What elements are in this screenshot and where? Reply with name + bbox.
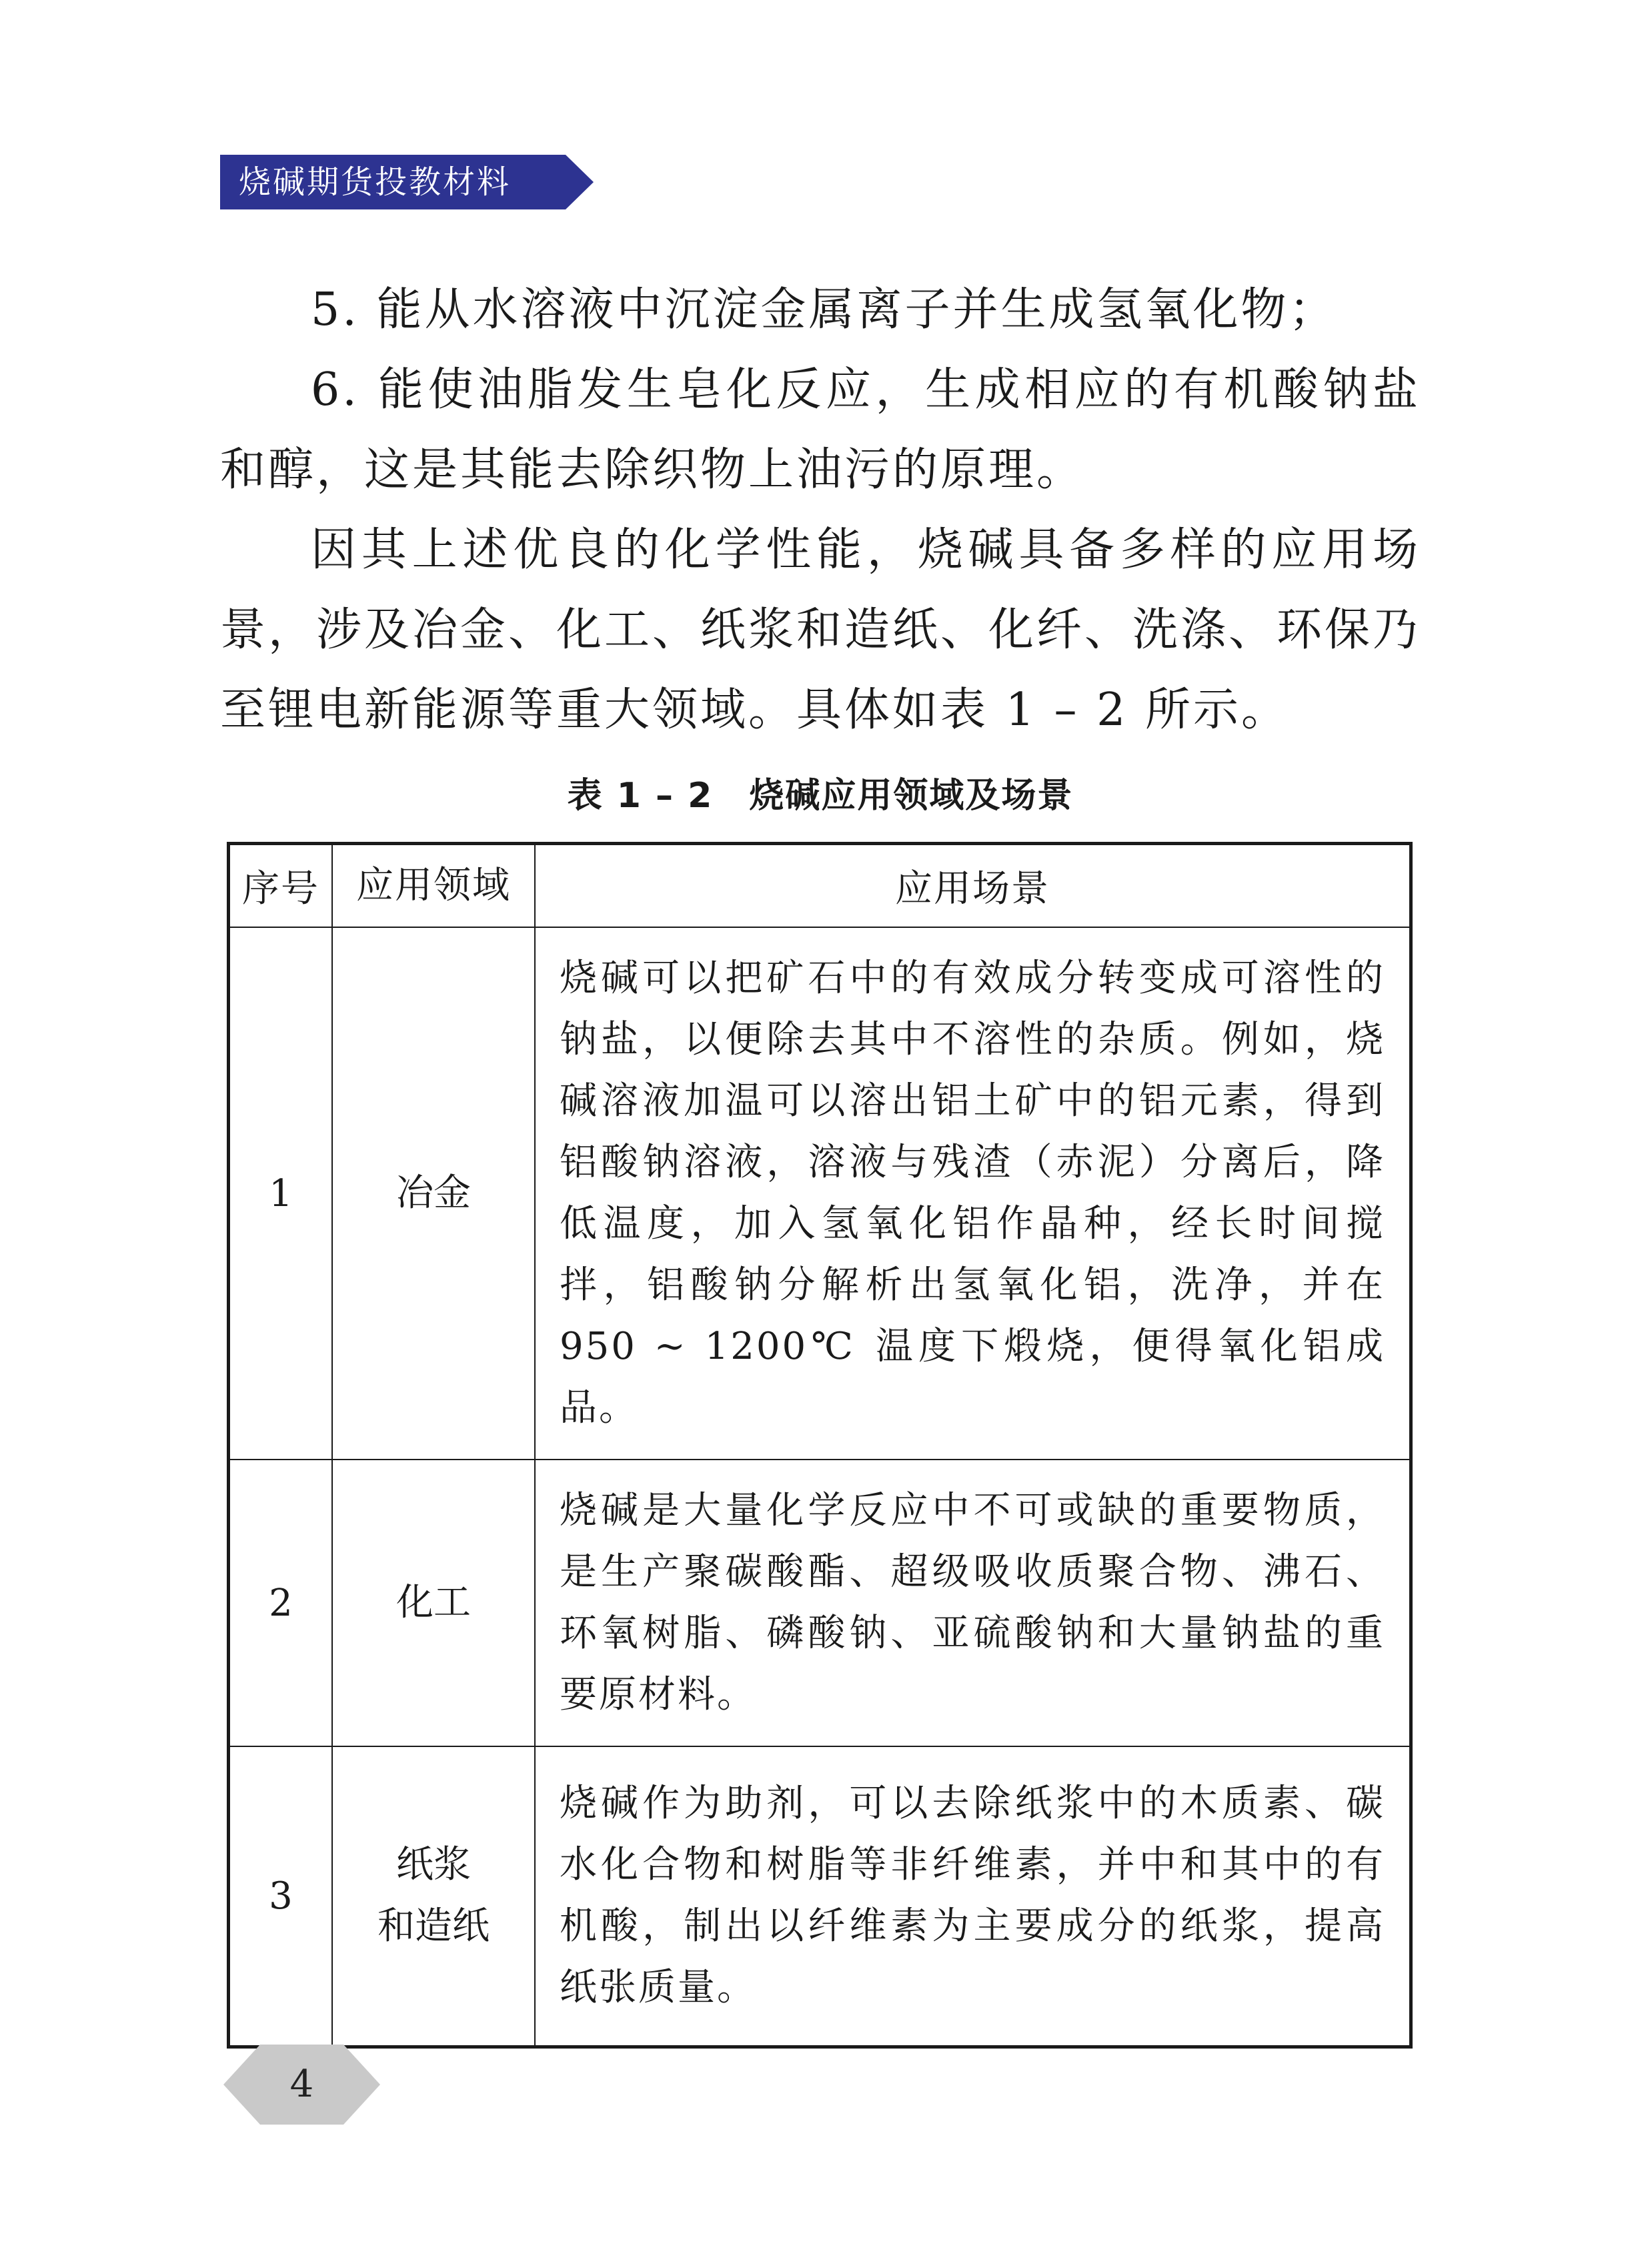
- page-number: 4: [289, 2063, 314, 2106]
- paragraph-6: 6. 能使油脂发生皂化反应，生成相应的有机酸钠盐和醇，这是其能去除织物上油污的原理。: [220, 364, 1421, 496]
- table-caption: 表 1 – 2 烧碱应用领域及场景: [567, 776, 1074, 816]
- paragraph-5: 5. 能从水溶液中沉淀金属离子并生成氢氧化物；: [311, 284, 1337, 336]
- page-badge: [223, 2045, 380, 2125]
- table-row: [229, 1746, 1411, 2047]
- row-field: 冶金: [332, 927, 535, 1460]
- body-text: [220, 270, 1421, 750]
- row-scene: 烧碱是大量化学反应中不可或缺的重要物质，是生产聚碳酸酯、超级吸收质聚合物、沸石、环氧树脂、磷酸钠、亚硫酸钠和大量钠盐的重要原材料。: [535, 1460, 1411, 1746]
- applications-table: [227, 842, 1413, 2049]
- row-field-line-1: 纸浆: [396, 1843, 471, 1887]
- row-scene: 烧碱可以把矿石中的有效成分转变成可溶性的钠盐，以便除去其中不溶性的杂质。例如，烧碱溶液加温可以溶出铝土矿中的铝元素，得到铝酸钠溶液，溶液与残渣（赤泥）分离后，降低温度，加入氢氧化铝作晶种，经长时间搅拌，铝酸钠分解析出氢氧化铝，洗净，并在 950 ~ 1200℃ 温度下煅烧，便得氧化铝成品。: [535, 927, 1411, 1460]
- table-row: [229, 1460, 1411, 1746]
- row-field: [332, 1746, 535, 2047]
- row-field: 化工: [332, 1460, 535, 1746]
- table-row: [229, 927, 1411, 1460]
- row-scene: 烧碱作为助剂，可以去除纸浆中的木质素、碳水化合物和树脂等非纤维素，并中和其中的有机酸，制出以纤维素为主要成分的纸浆，提高纸张质量。: [535, 1746, 1411, 2047]
- header-field: 应用领域: [332, 844, 535, 928]
- row-number: 1: [229, 927, 333, 1460]
- row-number: 3: [229, 1746, 333, 2047]
- row-field-line-2: 和造纸: [377, 1904, 490, 1948]
- row-number: 2: [229, 1460, 333, 1746]
- header-title: 烧碱期货投教材料: [239, 163, 512, 201]
- table-header-row: [229, 844, 1411, 928]
- header-scene: 应用场景: [535, 844, 1411, 928]
- paragraph-applications: 因其上述优良的化学性能，烧碱具备多样的应用场景，涉及冶金、化工、纸浆和造纸、化纤、洗涤、环保乃至锂电新能源等重大领域。具体如表 1 – 2 所示。: [220, 524, 1421, 736]
- header-banner: [220, 155, 594, 209]
- header-no: 序号: [229, 844, 333, 928]
